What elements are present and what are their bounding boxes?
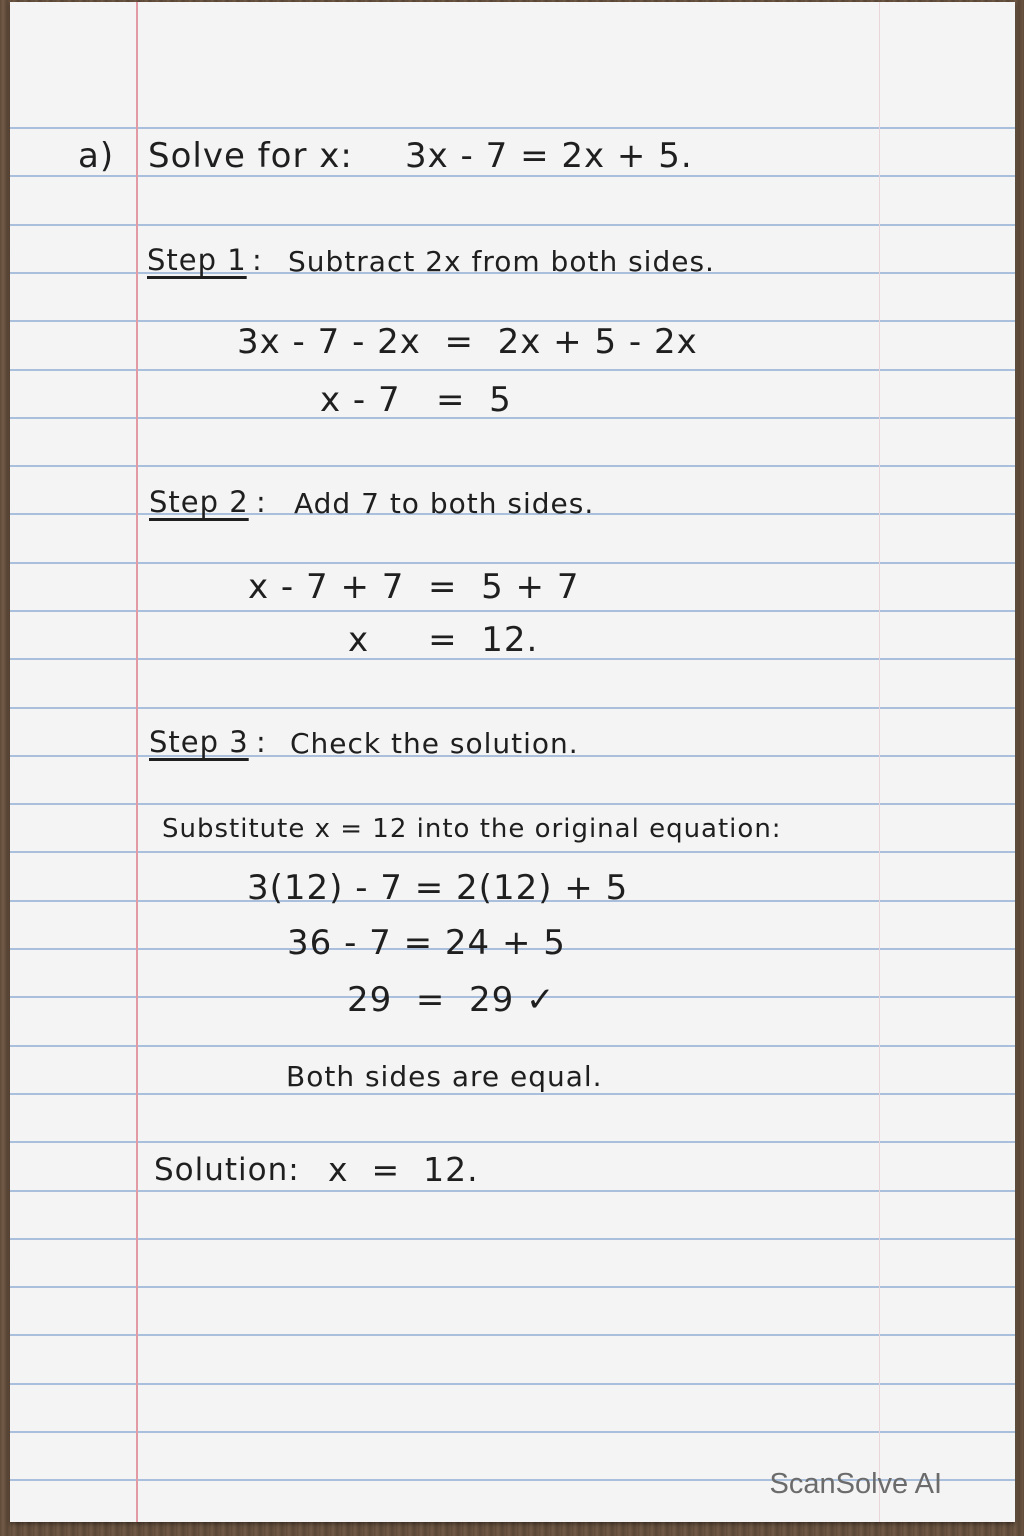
- solution-value: x = 12.: [328, 1150, 479, 1189]
- step-3-colon: :: [256, 725, 267, 759]
- problem-label: a): [78, 136, 115, 176]
- rule-line: [10, 803, 1015, 805]
- rule-line: [10, 1045, 1015, 1047]
- step-1-colon: :: [252, 243, 263, 277]
- rule-line: [10, 1383, 1015, 1385]
- step-3-label: Step 3: [149, 725, 249, 759]
- scansolve-watermark: ScanSolve AI: [769, 1468, 942, 1500]
- rule-line: [10, 1238, 1015, 1240]
- rule-line: [10, 1334, 1015, 1336]
- rule-line: [10, 465, 1015, 467]
- problem-equation: 3x - 7 = 2x + 5.: [405, 136, 693, 176]
- rule-line: [10, 1093, 1015, 1095]
- rule-line: [10, 1190, 1015, 1192]
- rule-line: [10, 610, 1015, 612]
- rule-line: [10, 1286, 1015, 1288]
- step-2-colon: :: [256, 485, 267, 519]
- step-3-equation-2: 36 - 7 = 24 + 5: [287, 923, 566, 963]
- rule-line: [10, 1141, 1015, 1143]
- rule-line: [10, 127, 1015, 129]
- step-3-conclusion: Both sides are equal.: [286, 1060, 603, 1093]
- margin-line: [136, 2, 138, 1522]
- step-1-equation-1: 3x - 7 - 2x = 2x + 5 - 2x: [237, 322, 698, 362]
- step-2-equation-2: x = 12.: [348, 620, 539, 660]
- rule-line: [10, 417, 1015, 419]
- step-2-description: Add 7 to both sides.: [294, 487, 595, 520]
- step-1-equation-2: x - 7 = 5: [320, 380, 512, 420]
- step-1-description: Subtract 2x from both sides.: [288, 245, 715, 278]
- step-3-description: Check the solution.: [290, 727, 579, 760]
- step-3-equation-1: 3(12) - 7 = 2(12) + 5: [247, 868, 629, 908]
- rule-line: [10, 707, 1015, 709]
- step-2-equation-1: x - 7 + 7 = 5 + 7: [248, 567, 580, 607]
- rule-line: [10, 562, 1015, 564]
- problem-prompt: Solve for x:: [148, 136, 353, 176]
- notebook-paper: [10, 2, 1015, 1522]
- step-3-equation-3: 29 = 29 ✓: [347, 980, 556, 1020]
- step-3-intro: Substitute x = 12 into the original equation:: [162, 814, 782, 844]
- right-guide-line: [879, 2, 880, 1522]
- step-2-label: Step 2: [149, 485, 249, 519]
- rule-line: [10, 369, 1015, 371]
- step-1-label: Step 1: [147, 243, 247, 277]
- rule-line: [10, 1431, 1015, 1433]
- rule-line: [10, 851, 1015, 853]
- solution-label: Solution:: [154, 1152, 300, 1188]
- rule-line: [10, 224, 1015, 226]
